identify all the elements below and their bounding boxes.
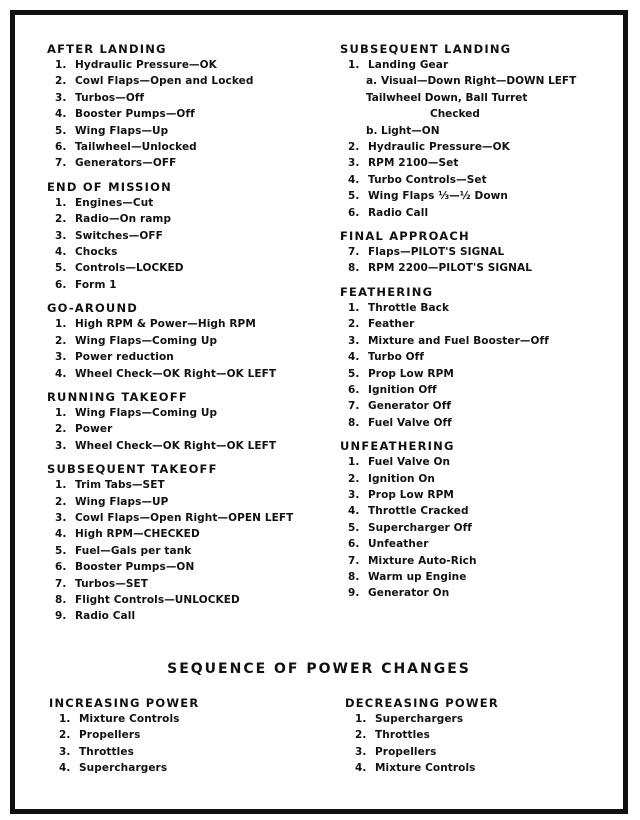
section-heading: SUBSEQUENT TAKEOFF — [47, 462, 218, 477]
list-item: 3. Throttles — [59, 745, 134, 758]
power-changes-title: SEQUENCE OF POWER CHANGES — [167, 661, 471, 677]
section-feathering — [340, 284, 615, 431]
list-item: 6. Ignition Off — [348, 383, 437, 396]
list-item: 3. Power reduction — [55, 351, 174, 364]
list-item: 1. Trim Tabs—SET — [55, 479, 165, 492]
list-item: 2. Ignition On — [348, 472, 435, 485]
list-item: 2. Throttles — [355, 729, 430, 742]
section-heading: FEATHERING — [340, 284, 434, 299]
list-item: 1. Landing Gear — [348, 59, 449, 71]
list-item: 1. High RPM & Power—High RPM — [55, 318, 256, 331]
list-item: 3. Prop Low RPM — [348, 488, 454, 501]
list-item: 1. Wing Flaps—Coming Up — [55, 406, 218, 419]
document-frame — [10, 10, 628, 814]
list-item: 2. Cowl Flaps—Open and Locked — [55, 75, 254, 88]
list-item: 5. Fuel—Gals per tank — [55, 544, 192, 557]
list-item: 4. Turbo Controls—Set — [348, 173, 487, 186]
list-item: 1. Throttle Back — [348, 301, 450, 314]
list-item: 9. Generator On — [348, 587, 450, 600]
section-heading: END OF MISSION — [47, 179, 172, 194]
list-item: 2. Radio—On ramp — [55, 213, 172, 226]
list-item: 1. Superchargers — [355, 713, 464, 725]
section-subsequent-landing — [340, 41, 615, 221]
sub-item-a-continued: Tailwheel Down, Ball Turret — [366, 91, 528, 104]
sub-item-a-checked: Checked — [430, 108, 480, 121]
list-item: 3. Wheel Check—OK Right—OK LEFT — [55, 439, 277, 452]
section-unfeathering — [340, 438, 615, 602]
section-heading: GO-AROUND — [47, 301, 139, 316]
list-item: 3. Propellers — [355, 745, 437, 758]
list-item: 7. Turbos—SET — [55, 577, 149, 590]
list-item: 5. Wing Flaps—Up — [55, 124, 169, 137]
list-item: 8. Fuel Valve Off — [348, 416, 452, 429]
list-item: 1. Engines—Cut — [55, 196, 154, 209]
list-item: 2. Wing Flaps—Coming Up — [55, 334, 218, 347]
section-go-around — [47, 300, 332, 382]
section-heading: FINAL APPROACH — [340, 229, 470, 244]
list-item: 4. Throttle Cracked — [348, 505, 469, 518]
list-item: 4. Wheel Check—OK Right—OK LEFT — [55, 367, 277, 380]
list-item: 4. Turbo Off — [348, 351, 425, 364]
list-item: 5. Controls—LOCKED — [55, 262, 184, 275]
list-item: 5. Wing Flaps ⅓—½ Down — [348, 190, 509, 203]
sub-item-a: a. Visual—Down Right—DOWN LEFT — [366, 75, 577, 88]
section-after-landing — [47, 41, 332, 172]
right-column — [340, 41, 615, 609]
list-item: 4. Superchargers — [59, 762, 168, 775]
list-item: 2. Wing Flaps—UP — [55, 495, 169, 508]
section-heading: INCREASING POWER — [49, 696, 200, 710]
section-heading: SUBSEQUENT LANDING — [340, 42, 512, 56]
section-decreasing-power — [345, 695, 615, 777]
list-item: 7. Flaps—PILOT'S SIGNAL — [348, 246, 505, 259]
list-item: 4. High RPM—CHECKED — [55, 528, 200, 541]
list-item: 6. Radio Call — [348, 206, 429, 219]
list-item: 2. Propellers — [59, 729, 141, 742]
list-item: 3. Mixture and Fuel Booster—Off — [348, 334, 549, 347]
list-item: 3. Switches—OFF — [55, 229, 163, 242]
list-item: 6. Booster Pumps—ON — [55, 561, 195, 574]
list-item: 5. Supercharger Off — [348, 521, 472, 534]
list-item: 2. Hydraulic Pressure—OK — [348, 141, 510, 154]
list-item: 1. Hydraulic Pressure—OK — [55, 59, 217, 71]
list-item: 6. Unfeather — [348, 538, 429, 551]
list-item: 1. Mixture Controls — [59, 713, 180, 725]
list-item: 5. Prop Low RPM — [348, 367, 454, 380]
section-final-approach — [340, 228, 615, 277]
list-item: 7. Generators—OFF — [55, 157, 177, 170]
list-item: 7. Generator Off — [348, 400, 452, 413]
list-item: 9. Radio Call — [55, 610, 136, 623]
list-item: 8. RPM 2200—PILOT'S SIGNAL — [348, 262, 533, 275]
list-item: 4. Chocks — [55, 246, 118, 259]
section-heading: UNFEATHERING — [340, 439, 455, 454]
section-heading: DECREASING POWER — [345, 696, 499, 710]
list-item: 3. Cowl Flaps—Open Right—OPEN LEFT — [55, 511, 294, 524]
section-increasing-power — [49, 695, 329, 777]
section-end-of-mission — [47, 179, 332, 293]
list-item: 6. Form 1 — [55, 278, 117, 291]
section-heading: AFTER LANDING — [47, 42, 167, 56]
list-item: 8. Flight Controls—UNLOCKED — [55, 593, 240, 606]
list-item: 6. Tailwheel—Unlocked — [55, 141, 197, 154]
section-running-takeoff — [47, 389, 332, 454]
list-item: 2. Feather — [348, 318, 415, 331]
list-item: 7. Mixture Auto-Rich — [348, 554, 477, 567]
list-item: 1. Fuel Valve On — [348, 456, 451, 469]
list-item: 4. Booster Pumps—Off — [55, 108, 195, 121]
list-item: 3. Turbos—Off — [55, 91, 145, 104]
sub-item-b: b. Light—ON — [366, 124, 440, 137]
left-column — [47, 41, 332, 632]
list-item: 8. Warm up Engine — [348, 570, 467, 583]
list-item: 2. Power — [55, 423, 113, 436]
list-item: 3. RPM 2100—Set — [348, 157, 459, 170]
section-subsequent-takeoff — [47, 461, 332, 625]
section-heading: RUNNING TAKEOFF — [47, 389, 188, 404]
list-item: 4. Mixture Controls — [355, 762, 476, 775]
